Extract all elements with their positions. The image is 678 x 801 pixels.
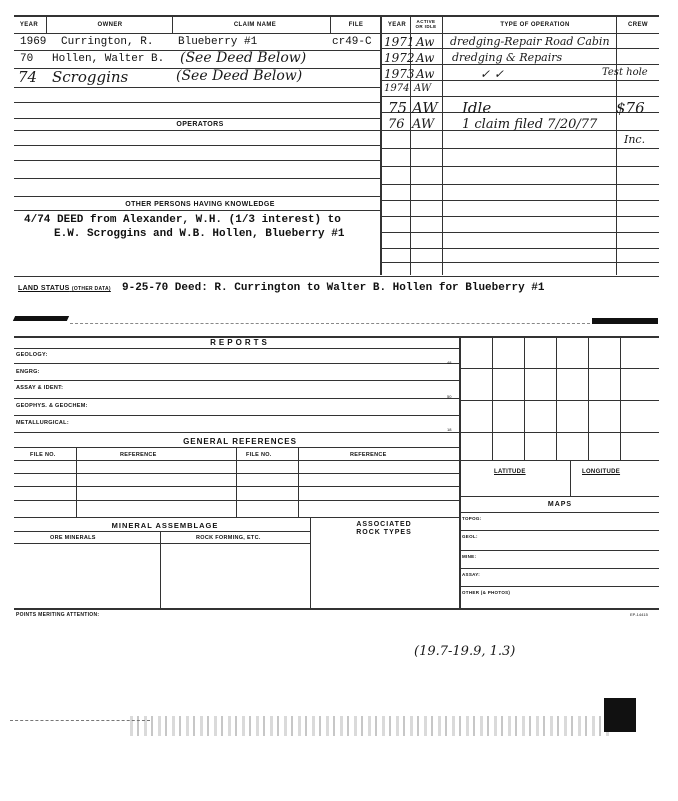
report-assay: ASSAY & IDENT:: [16, 385, 64, 391]
op-row-6-year: 76: [388, 117, 405, 132]
op-row-4-status: AW: [414, 83, 432, 94]
ref-file-no-2: FILE NO.: [246, 452, 272, 458]
owner-row-1-year: 1969: [20, 36, 47, 48]
op-row-3-crew: Test hole: [602, 67, 648, 78]
op-row-1-type: dredging-Repair Road Cabin: [450, 35, 610, 48]
other-persons-line-2: E.W. Scroggins and W.B. Hollen, Blueberry #1: [54, 228, 345, 240]
op-row-2-type: dredging & Repairs: [452, 51, 563, 64]
operators-heading: OPERATORS: [176, 121, 224, 128]
owner-row-2-owner: Hollen, Walter B.: [52, 53, 165, 65]
op-row-3-year: 1973: [384, 67, 415, 81]
report-geophys: GEOPHYS. & GEOCHEM:: [16, 403, 88, 409]
col-header-file: FILE: [348, 22, 364, 28]
col-header-crew: CREW: [628, 22, 648, 28]
col-header-active-idle: ACTIVE OR IDLE: [415, 19, 437, 29]
op-row-1-year: 1971: [384, 35, 415, 49]
op-row-6-status: AW: [412, 117, 435, 132]
report-num-2: 50: [447, 394, 452, 399]
reports-heading: REPORTS: [210, 338, 270, 347]
op-row-3-type: ✓ ✓: [480, 67, 504, 81]
longitude-label: LONGITUDE: [582, 469, 621, 475]
scan-smudge-left: [13, 316, 69, 321]
owner-row-1-claim: Blueberry #1: [178, 36, 258, 48]
ore-minerals-label: ORE MINERALS: [50, 535, 96, 541]
owner-row-1-owner: Currington, R.: [61, 36, 154, 48]
col-header-owner: OWNER: [97, 22, 123, 28]
scan-dark-block: [604, 698, 636, 732]
op-row-6-crew: Inc.: [624, 133, 646, 146]
scan-noise-band: [130, 716, 610, 736]
report-engrg: ENGRG:: [16, 369, 40, 375]
form-number: EP-14415: [630, 612, 648, 617]
latitude-label: LATITUDE: [494, 469, 526, 475]
general-references-heading: GENERAL REFERENCES: [183, 437, 297, 446]
op-row-2-year: 1972: [384, 51, 415, 65]
op-row-5-year: 75: [388, 99, 408, 117]
owner-row-1-file: cr49-C: [332, 36, 372, 48]
ref-reference-1: REFERENCE: [120, 452, 157, 458]
map-other: OTHER (& PHOTOS): [462, 590, 511, 595]
col-header-type-of-operation: TYPE OF OPERATION: [500, 22, 570, 28]
map-geol: GEOL:: [462, 534, 478, 539]
rock-forming-label: ROCK FORMING, ETC.: [196, 535, 261, 541]
mineral-assemblage-heading: MINERAL ASSEMBLAGE: [111, 521, 219, 530]
op-row-5-crew: $76: [616, 99, 645, 117]
owner-row-2-year: 70: [20, 53, 34, 65]
ref-file-no-1: FILE NO.: [30, 452, 56, 458]
map-assay: ASSAY:: [462, 572, 481, 577]
op-row-4-year: 1974: [384, 83, 410, 94]
op-row-3-status: Aw: [416, 67, 435, 81]
col-header-claim-name: CLAIM NAME: [233, 22, 277, 28]
col-header-year-2: YEAR: [387, 22, 407, 28]
owner-row-3-year: 74: [18, 68, 38, 86]
owner-row-3-claim: (See Deed Below): [176, 68, 303, 84]
other-persons-line-1: 4/74 DEED from Alexander, W.H. (1/3 interest) to: [24, 214, 341, 226]
other-persons-heading: OTHER PERSONS HAVING KNOWLEDGE: [125, 201, 275, 208]
scan-smudge-right: [592, 318, 658, 324]
report-geology: GEOLOGY:: [16, 352, 48, 358]
op-row-5-type: Idle: [462, 99, 492, 117]
owner-row-2-claim: (See Deed Below): [180, 50, 307, 66]
op-row-2-status: Aw: [416, 51, 435, 65]
ref-reference-2: REFERENCE: [350, 452, 387, 458]
op-row-1-status: Aw: [416, 35, 435, 49]
points-meriting-attention: POINTS MERITING ATTENTION:: [16, 612, 100, 618]
map-mine: MINE:: [462, 554, 477, 559]
handwritten-coordinates: (19.7-19.9, 1.3): [414, 644, 516, 659]
op-row-6-type: 1 claim filed 7/20/77: [462, 117, 598, 132]
col-header-year: YEAR: [19, 22, 39, 28]
report-num-1: 48: [447, 360, 452, 365]
report-metallurgical: METALLURGICAL:: [16, 420, 69, 426]
maps-heading: MAPS: [547, 501, 573, 508]
land-status-label: LAND STATUS (OTHER DATA): [18, 285, 111, 292]
owner-row-3-owner: Scroggins: [52, 68, 129, 86]
map-topog: TOPOG:: [462, 516, 482, 521]
associated-rock-types-heading: ASSOCIATED ROCK TYPES: [356, 521, 412, 536]
op-row-5-status: AW: [412, 99, 438, 117]
report-num-3: 18: [447, 427, 452, 432]
land-status-text: 9-25-70 Deed: R. Currington to Walter B. Hollen for Blueberry #1: [122, 282, 545, 294]
